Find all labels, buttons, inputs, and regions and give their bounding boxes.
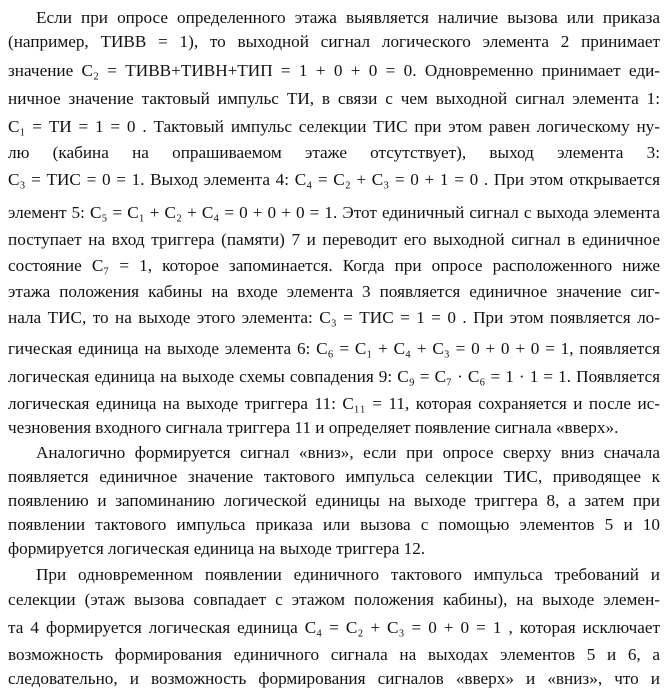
text-line: появлению и запоминанию логической единицы на выходе триггера 8, а затем при: [8, 491, 660, 510]
text-line: C₁ = ТИ = 1 = 0 . Тактовый импульс селекции ТИС при этом равен логическому ну-: [8, 117, 660, 136]
text-line: селекции (этаж вызова совпадает с этажом положения кабины), на выходе элемен-: [8, 590, 660, 609]
text-line: Если при опросе определенного этажа выявляется наличие вызова или приказа: [36, 8, 660, 27]
text-line: гическая единица на выходе элемента 6: C₆ = C₁ + C₄ + C₃ = 0 + 0 + 0 = 1, появляется: [8, 339, 660, 358]
text-line: логическая единица на выходе схемы совпадения 9: C₉ = C₇ · C₆ = 1 · 1 = 1. Появляется: [8, 367, 660, 386]
text-line: элемент 5: C₅ = C₁ + C₂ + C₄ = 0 + 0 + 0 = 1. Этот единичный сигнал с выхода элемента: [8, 203, 660, 222]
text-line: состояние C₇ = 1, которое запоминается. Когда при опросе расположенного ниже: [8, 256, 660, 275]
text-line: значение C₂ = ТИВВ+ТИВН+ТИП = 1 + 0 + 0 = 0. Одновременно принимает еди-: [8, 61, 660, 80]
text-line: Аналогично формируется сигнал «вниз», если при опросе сверху вниз сначала: [36, 443, 660, 462]
text-line: логическая единица на выходе триггера 11: C₁₁ = 11, которая сохраняется и после ис-: [8, 394, 660, 413]
text-line: этажа положения кабины на входе элемента 3 появляется единичное значение сиг-: [8, 282, 660, 301]
text-line: возможность формирования единичного сигнала на выходах элементов 5 и 6, а: [8, 645, 660, 664]
text-line: C₃ = ТИС = 0 = 1. Выход элемента 4: C₄ = C₂ + C₃ = 0 + 1 = 0 . При этом открывается: [8, 170, 660, 189]
text-line: появлении тактового импульса приказа или вызова с помощью элементов 5 и 10: [8, 515, 660, 534]
text-line: появляется единичное значение тактового импульса селекции ТИС, приводящее к: [8, 467, 660, 486]
text-line: нала ТИС, то на выходе этого элемента: C₃ = ТИС = 1 = 0 . При этом появляется ло-: [8, 308, 660, 327]
text-line: поступает на вход триггера (памяти) 7 и переводит его выходной сигнал в единичное: [8, 230, 660, 249]
text-line: лю (кабина на опрашиваемом этаже отсутствует), выход элемента 3:: [8, 143, 660, 162]
text-line: чезновения входного сигнала триггера 11 и определяет появление сигнала «вверх».: [8, 418, 619, 437]
text-line: следовательно, и возможность формирования сигналов «вверх» и «вниз», что и: [8, 669, 660, 688]
text-line: формируется логическая единица на выходе триггера 12.: [8, 539, 426, 558]
text-line: та 4 формируется логическая единица C₄ = C₂ + C₃ = 0 + 0 = 1 , которая исключает: [8, 618, 660, 637]
text-line: (например, ТИВВ = 1), то выходной сигнал логического элемента 2 принимает: [8, 32, 660, 51]
text-line: ничное значение тактовый импульс ТИ, в связи с чем выходной сигнал элемента 1:: [8, 89, 660, 108]
text-line: При одновременном появлении единичного тактового импульса требований и: [36, 565, 660, 584]
